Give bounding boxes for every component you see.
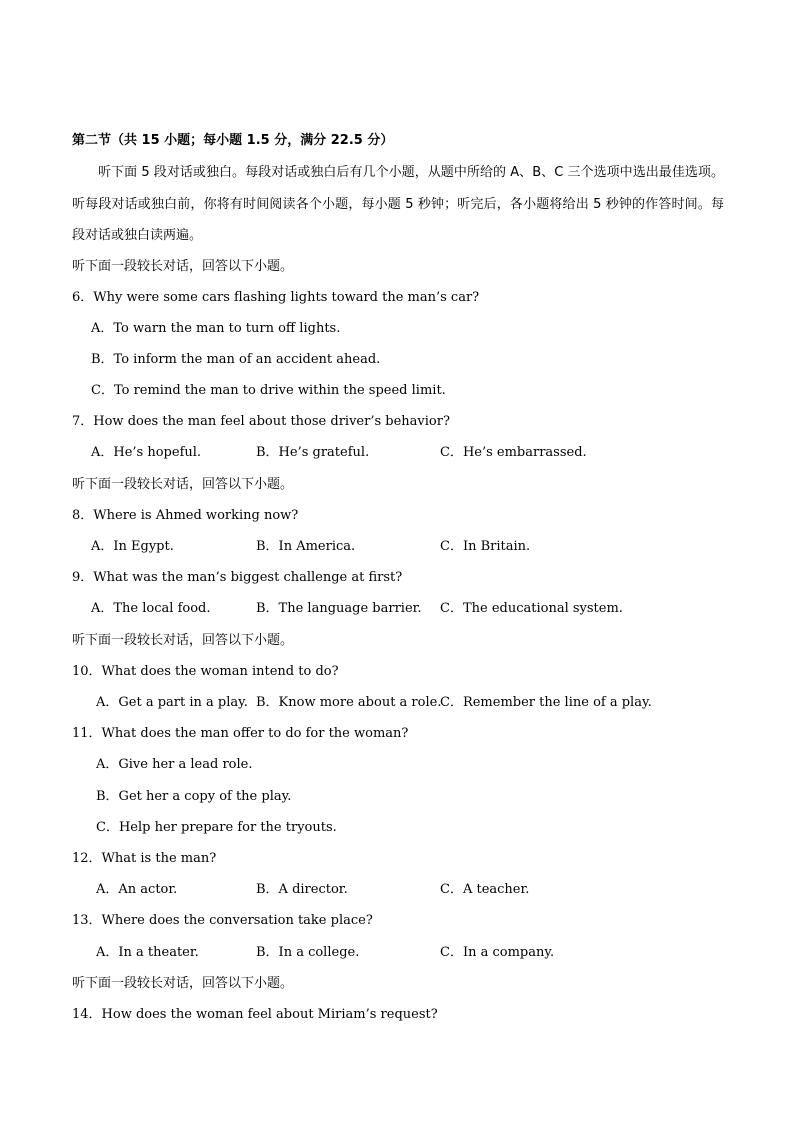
question-12-stem: 12．What is the man? [72, 851, 217, 866]
section-heading: 第二节（共 15 小题；每小题 1.5 分，满分 22.5 分） [72, 133, 394, 148]
question-8-option-b: B．In America. [256, 539, 356, 554]
question-10-stem: 10．What does the woman intend to do? [72, 664, 339, 679]
question-6-stem: 6．Why were some cars flashing lights toward the man’s car? [72, 290, 480, 305]
section-instructions: 听下面 5 段对话或独白。每段对话或独白后有几个小题，从题中所给的 A、B、C 三个选项中选出最佳选项。听每段对话或独白前，你将有时间阅读各个小题，每小题 5 秒钟；听完后，各小题将给出 5 秒钟的作答时间。每段对话或独白读两遍。 [72, 165, 724, 243]
question-11-option-c: C．Help her prepare for the tryouts. [96, 820, 337, 835]
question-9-stem: 9．What was the man’s biggest challenge at first? [72, 570, 403, 585]
question-9-option-a: A．The local food. [91, 601, 211, 616]
prompt-3: 听下面一段较长对话，回答以下小题。 [72, 633, 294, 648]
question-11-stem: 11．What does the man offer to do for the woman? [72, 726, 409, 741]
question-10-option-c: C．Remember the line of a play. [440, 695, 652, 710]
question-9-option-c: C．The educational system. [440, 601, 623, 616]
question-7-option-a: A．He’s hopeful. [91, 445, 202, 460]
question-6-option-c: C．To remind the man to drive within the speed limit. [91, 383, 446, 398]
question-8-stem: 8．Where is Ahmed working now? [72, 508, 299, 523]
prompt-2: 听下面一段较长对话，回答以下小题。 [72, 477, 294, 492]
question-8-option-a: A．In Egypt. [91, 539, 174, 554]
question-12-option-c: C．A teacher. [440, 882, 530, 897]
question-11-option-a: A．Give her a lead role. [96, 757, 253, 772]
question-11-option-b: B．Get her a copy of the play. [96, 789, 292, 804]
question-13-option-b: B．In a college. [256, 945, 360, 960]
question-14-stem: 14．How does the woman feel about Miriam’s request? [72, 1007, 438, 1022]
question-9-option-b: B．The language barrier. [256, 601, 422, 616]
question-12-option-b: B．A director. [256, 882, 348, 897]
question-10-option-a: A．Get a part in a play. [96, 695, 248, 710]
question-6-option-b: B．To inform the man of an accident ahead. [91, 352, 381, 367]
question-7-option-b: B．He’s grateful. [256, 445, 370, 460]
question-10-option-b: B．Know more about a role. [256, 695, 442, 710]
prompt-1: 听下面一段较长对话，回答以下小题。 [72, 259, 294, 274]
question-13-stem: 13．Where does the conversation take place? [72, 913, 373, 928]
question-12-option-a: A．An actor. [96, 882, 178, 897]
prompt-4: 听下面一段较长对话，回答以下小题。 [72, 976, 294, 991]
question-8-option-c: C．In Britain. [440, 539, 531, 554]
question-13-option-a: A．In a theater. [96, 945, 199, 960]
question-6-option-a: A．To warn the man to turn off lights. [91, 321, 341, 336]
question-13-option-c: C．In a company. [440, 945, 555, 960]
question-7-stem: 7．How does the man feel about those driver’s behavior? [72, 414, 450, 429]
question-7-option-c: C．He’s embarrassed. [440, 445, 587, 460]
